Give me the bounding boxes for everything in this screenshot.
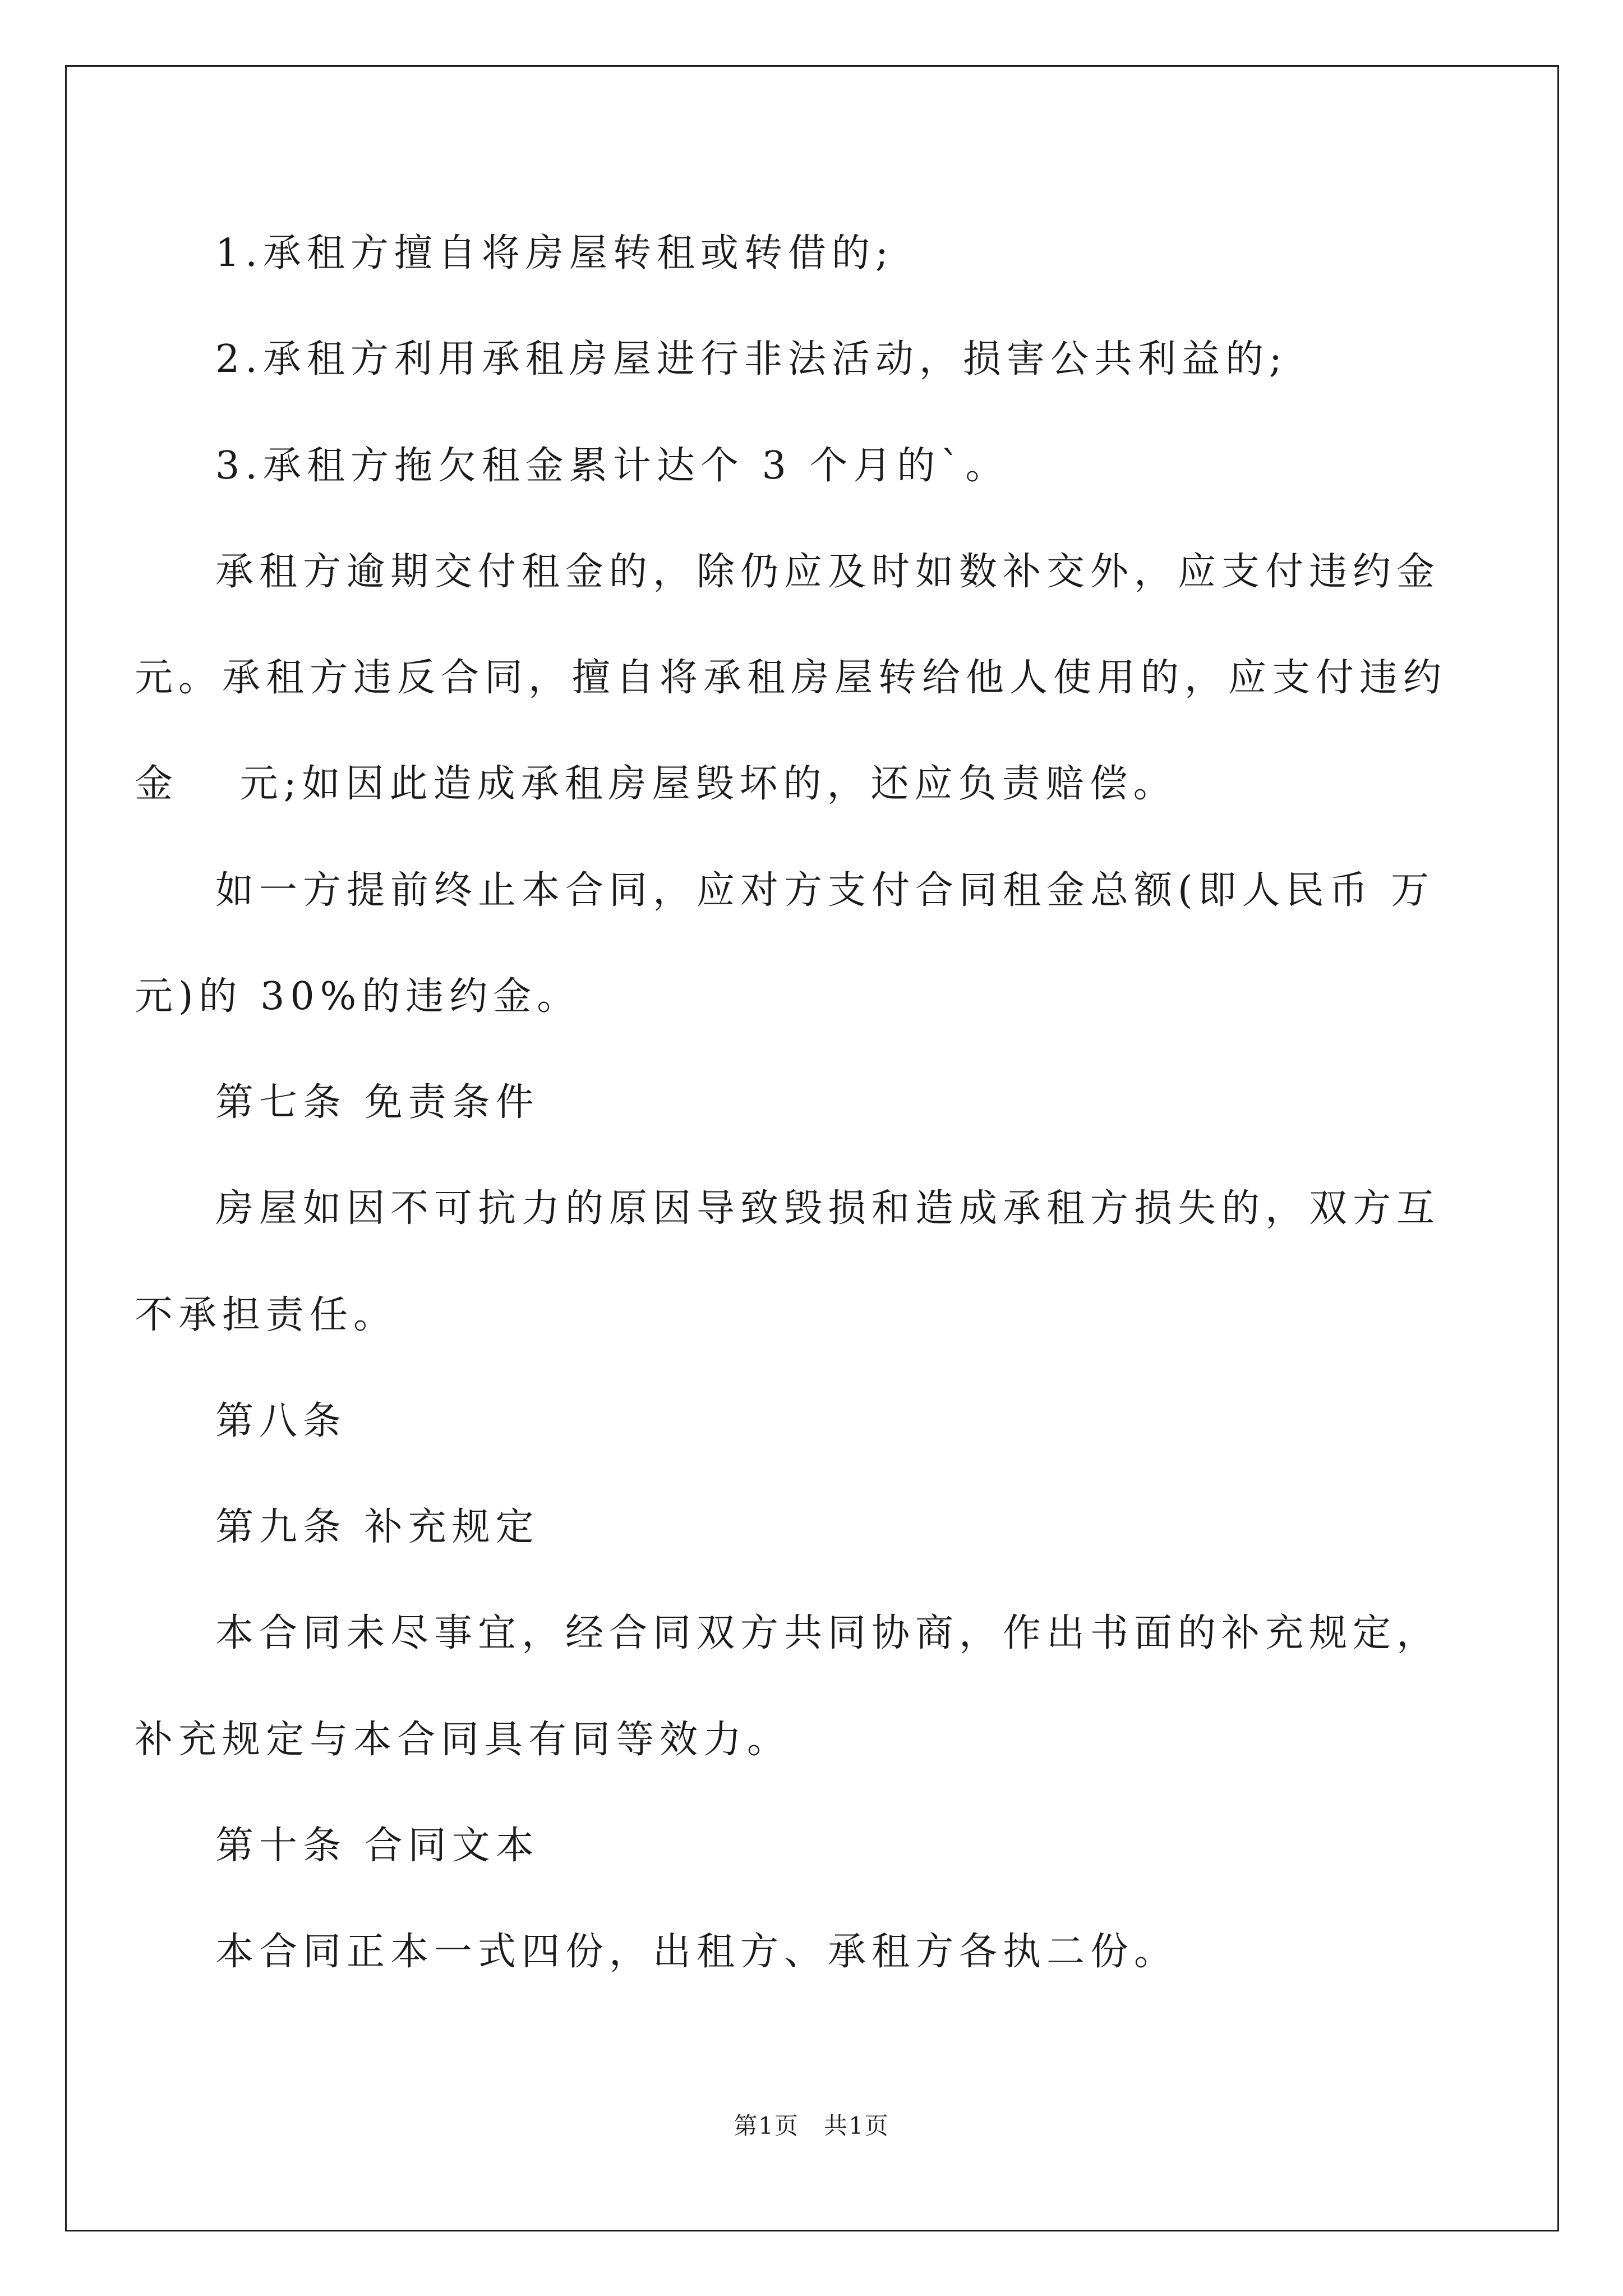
article-7-heading: 第七条 免责条件	[215, 1080, 540, 1125]
penalty-paragraph-line-2: 元。承租方违反合同，擅自将承租房屋转给他人使用的，应支付违约	[135, 656, 1447, 700]
article-9-paragraph-line-2: 补充规定与本合同具有同等效力。	[135, 1718, 791, 1762]
article-9-paragraph-line-1: 本合同未尽事宜，经合同双方共同协商，作出书面的补充规定，	[215, 1611, 1441, 1655]
penalty-paragraph-line-3: 金 元;如因此造成承租房屋毁坏的，还应负责赔偿。	[135, 762, 1177, 806]
clause-item-1: 1.承租方擅自将房屋转租或转借的;	[215, 231, 894, 275]
clause-item-2: 2.承租方利用承租房屋进行非法活动，损害公共利益的;	[215, 337, 1288, 381]
page-footer: 第1页 共1页	[734, 2112, 889, 2139]
termination-paragraph-line-1: 如一方提前终止本合同，应对方支付合同租金总额(即人民币 万	[215, 868, 1435, 913]
clause-item-3: 3.承租方拖欠租金累计达个 3 个月的`。	[215, 444, 1009, 488]
page-border	[65, 65, 1559, 2231]
penalty-paragraph-line-1: 承租方逾期交付租金的，除仍应及时如数补交外，应支付违约金	[215, 550, 1441, 594]
article-7-paragraph-line-2: 不承担责任。	[135, 1293, 398, 1337]
termination-paragraph-line-2: 元)的 30%的违约金。	[135, 974, 581, 1019]
article-10-paragraph: 本合同正本一式四份，出租方、承租方各执二份。	[215, 1930, 1178, 1974]
article-8-heading: 第八条	[215, 1399, 347, 1443]
article-7-paragraph-line-1: 房屋如因不可抗力的原因导致毁损和造成承租方损失的，双方互	[215, 1186, 1441, 1231]
article-10-heading: 第十条 合同文本	[215, 1824, 540, 1868]
article-9-heading: 第九条 补充规定	[215, 1505, 540, 1549]
